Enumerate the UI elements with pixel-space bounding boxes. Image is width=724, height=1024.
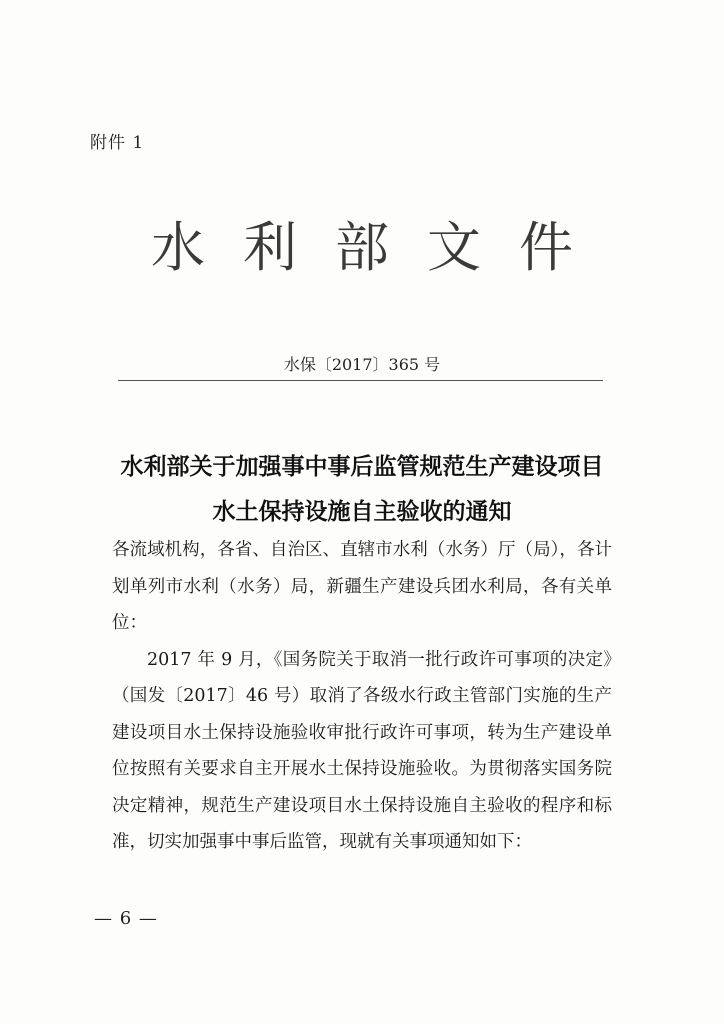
document-title-line-2: 水土保持设施自主验收的通知: [212, 499, 512, 525]
document-title-line-1: 水利部关于加强事中事后监管规范生产建设项目: [120, 454, 604, 480]
document-number: 水保〔2017〕365 号: [283, 355, 441, 374]
document-body: [112, 532, 612, 861]
page-number: — 6 —: [94, 908, 158, 929]
salutation: 各流域机构，各省、自治区、直辖市水利（水务）厅（局），各计划单列市水利（水务）局，新疆生产建设兵团水利局，各有关单位：: [112, 540, 612, 633]
document-masthead: 水利部文件: [151, 216, 611, 279]
body-paragraph: 2017 年 9 月，《国务院关于取消一批行政许可事项的决定》（国发〔2017〕46 号）取消了各级水行政主管部门实施的生产建设项目水土保持设施验收审批行政许可事项，转为生产建设单位按照有关要求自主开展水土保持设施验收。为贯彻落实国务院决定精神，规范生产建设项目水土保持设施自主验收的程序和标准，切实加强事中事后监管，现就有关事项通知如下：: [112, 649, 612, 852]
header-divider: [118, 380, 603, 381]
attachment-label: 附件 1: [90, 133, 145, 153]
